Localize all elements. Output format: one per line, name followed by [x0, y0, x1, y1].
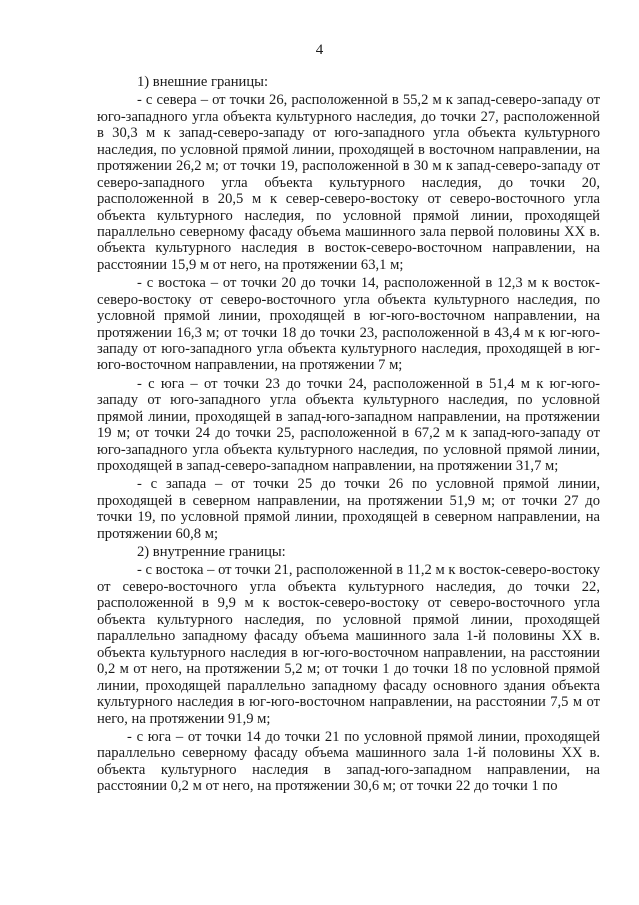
paragraph-external-boundaries-heading: 1) внешние границы: [137, 74, 269, 90]
paragraph-north-boundary: - с севера – от точки 26, расположенной в 55,2 м к запад-северо-западу от юго-западного угла объекта культурного наследия, до точки 27, расположенной в 30,3 м к запад-северо-западу от юго-западного угла объекта культурного наследия, по условной прямой линии, проходящей в восточном направлении, на протяжении 26,2 м; от точки 19, расположенной в 30 м к запад-северо-западу от северо-западного угла объекта культурного наследия, до точки 20, расположенной в 20,5 м к север-северо-востоку от северо-восточного угла объекта культурного наследия, по условной прямой линии, проходящей параллельно северному фасаду объема машинного зала первой половины XX в. объекта культурного наследия в восток-северо-восточном направлении, на расстоянии 15,9 м от него, на протяжении 63,1 м; [97, 92, 600, 273]
paragraph-east-boundary: - с востока – от точки 20 до точки 14, расположенной в 12,3 м к восток-северо-востоку от северо-восточного угла объекта культурного наследия, по условной прямой линии, проходящей в юг-юго-восточном направлении, на протяжении 16,3 м; от точки 18 до точки 23, расположенной в 43,4 м к юг-юго-западу от юго-западного угла объекта культурного наследия, проходящей в юг-юго-восточном направлении, на протяжении 7 м; [97, 275, 600, 374]
paragraph-internal-east-boundary: - с востока – от точки 21, расположенной в 11,2 м к восток-северо-востоку от северо-восточного угла объекта культурного наследия, до точки 22, расположенной в 9,9 м к восток-северо-востоку от северо-восточного угла объекта культурного наследия, по условной прямой линии, проходящей параллельно западному фасаду объема машинного зала 1-й половины XX в. объекта культурного наследия в юг-юго-восточном направлении, на расстоянии 0,2 м от него, на протяжении 5,2 м; от точки 1 до точки 18 по условной прямой линии, проходящей параллельно западному фасаду основного здания объекта культурного наследия в юг-юго-восточном направлении, на расстоянии 7,5 м от него, на протяжении 91,9 м; [97, 562, 600, 727]
page-number: 4 [315, 42, 324, 58]
paragraph-internal-south-boundary: - с юга – от точки 14 до точки 21 по условной прямой линии, проходящей параллельно северному фасаду объема машинного зала 1-й половины XX в. объекта культурного наследия в запад-юго-западном направлении, на расстоянии 0,2 м от него, на протяжении 30,6 м; от точки 22 до точки 1 по [97, 728, 600, 795]
paragraph-west-boundary: - с запада – от точки 25 до точки 26 по условной прямой линии, проходящей в северном направлении, на протяжении 51,9 м; от точки 27 до точки 19, по условной прямой линии, проходящей в северном направлении, на протяжении 60,8 м; [97, 476, 600, 542]
document-body [97, 74, 600, 797]
paragraph-internal-boundaries-heading: 2) внутренние границы: [137, 544, 286, 561]
paragraph-south-boundary: - с юга – от точки 23 до точки 24, расположенной в 51,4 м к юг-юго-западу от юго-западного угла объекта культурного наследия, по условной прямой линии, проходящей в запад-юго-западном направлении, на протяжении 19 м; от точки 24 до точки 25, расположенной в 67,2 м к запад-юго-западу от юго-западного угла объекта культурного наследия, по условной прямой линии, проходящей в запад-северо-западном направлении, на протяжении 31,7 м; [97, 375, 600, 475]
